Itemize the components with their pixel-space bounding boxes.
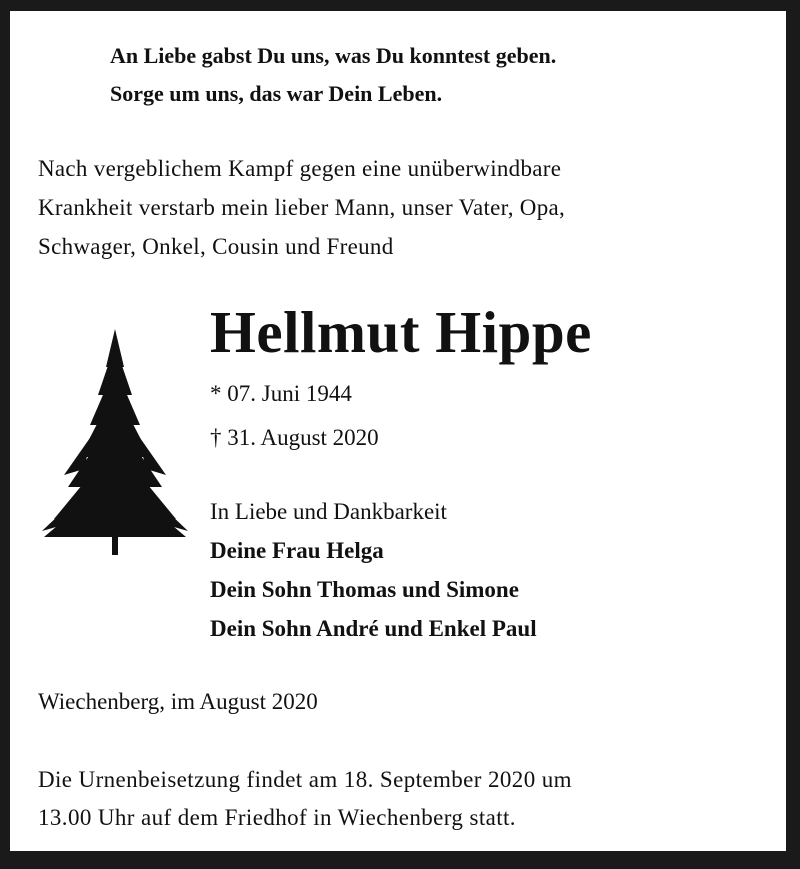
obituary-card [6,7,790,855]
mourners-block [210,492,537,648]
mourner-line: Deine Frau Helga [210,538,384,563]
intro-line: Krankheit verstarb mein lieber Mann, unser Vater, Opa, [38,195,566,220]
fir-tree-icon [40,327,190,555]
intro-line: Schwager, Onkel, Cousin und Freund [38,234,394,259]
poem-line: Sorge um uns, das war Dein Leben. [110,81,443,106]
poem-line: An Liebe gabst Du uns, was Du konntest geben. [110,43,557,68]
closing-intro: In Liebe und Dankbarkeit [210,499,447,524]
place-date: Wiechenberg, im August 2020 [38,689,318,714]
deceased-name: Hellmut Hippe [210,299,592,365]
poem-verse [110,37,556,113]
death-date: † 31. August 2020 [210,425,379,450]
intro-text [38,149,565,266]
intro-line: Nach vergeblichem Kampf gegen eine unüberwindbare [38,156,562,181]
burial-notice [38,761,572,837]
mourner-line: Dein Sohn Thomas und Simone [210,577,519,602]
mourner-line: Dein Sohn André und Enkel Paul [210,616,537,641]
burial-line: Die Urnenbeisetzung findet am 18. September 2020 um [38,767,572,792]
birth-date: * 07. Juni 1944 [210,381,352,406]
burial-line: 13.00 Uhr auf dem Friedhof in Wiechenberg statt. [38,805,516,830]
life-dates [210,372,379,460]
